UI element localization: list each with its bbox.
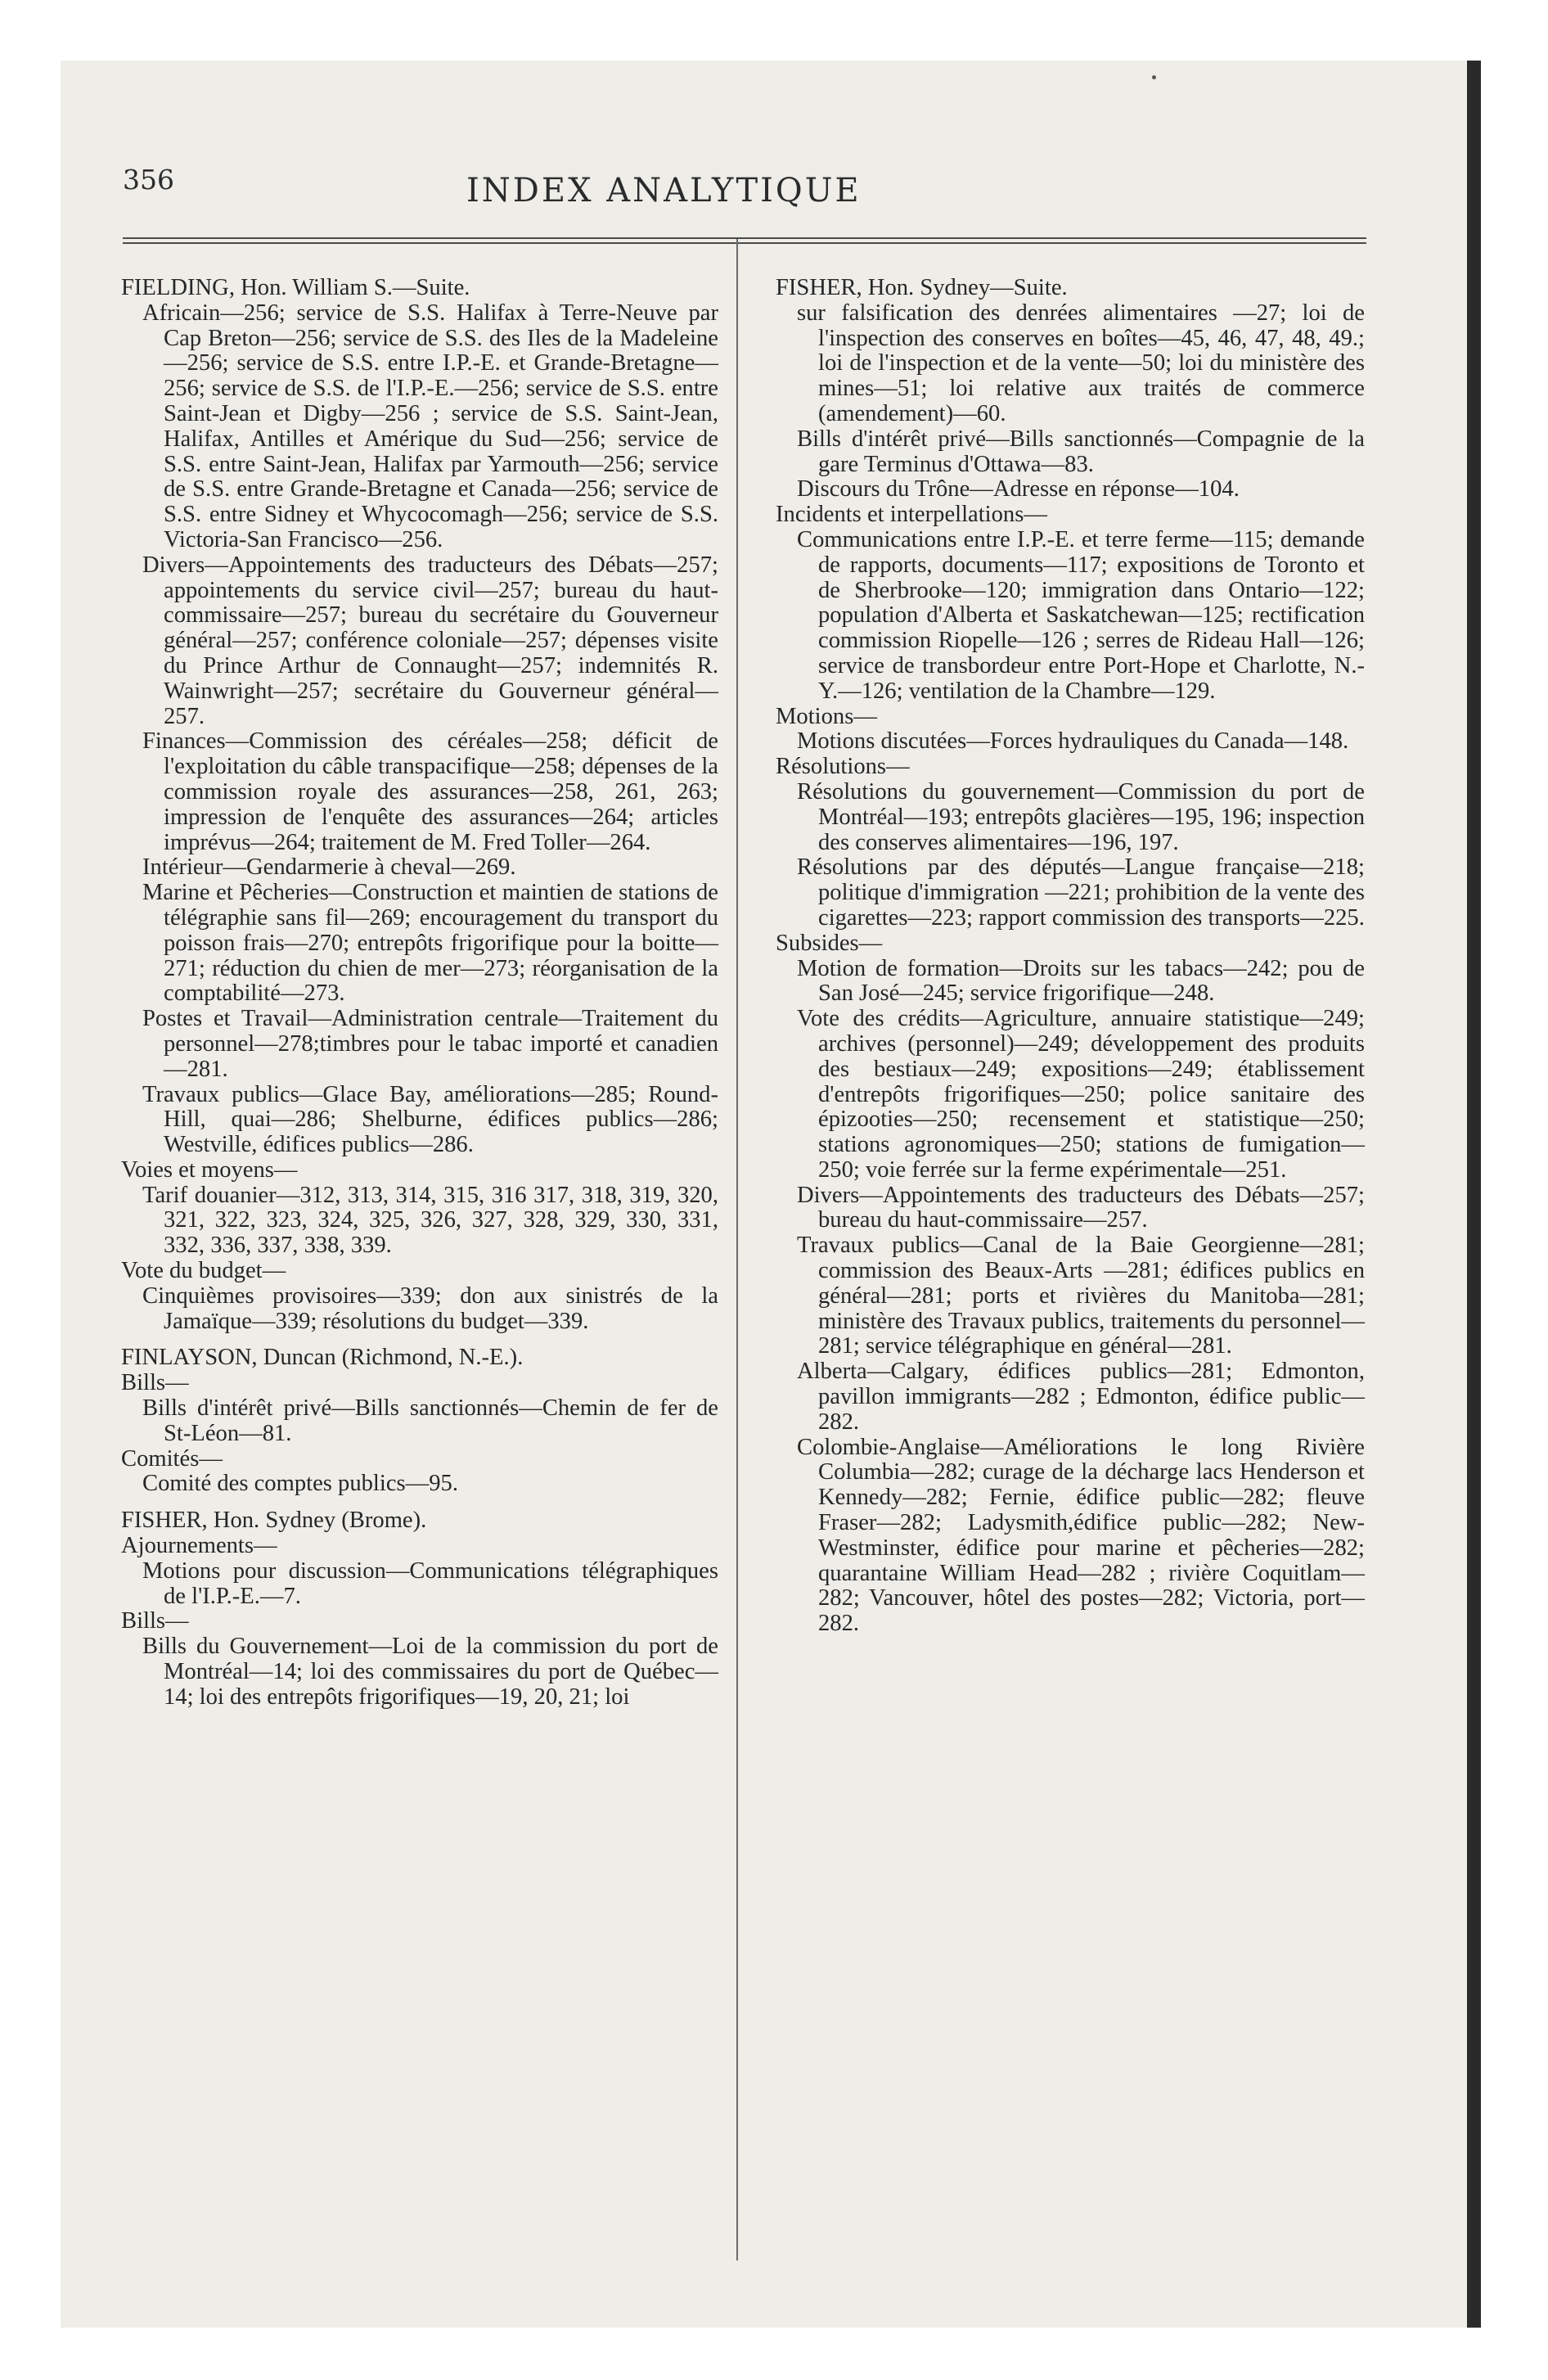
index-heading: FIELDING, Hon. William S.—Suite. (121, 275, 470, 300)
left-column (121, 276, 718, 1711)
index-entry: Cinquièmes provisoires—339; don aux sinistrés de la Jamaïque—339; résolutions du budget—339. (142, 1282, 718, 1334)
index-entry: Africain—256; service de S.S. Halifax à Terre-Neuve par Cap Breton—256; service de S.S. des Iles de la Madeleine —256; service de S.S. entre I.P.-E. et Grande-Bretagne—256; service de S.S. de l'I.P.-E.—256; service de S.S. entre Saint-Jean et Digby—256 ; service de S.S. Saint-Jean, Halifax, Antilles et Amérique du Sud—256; service de S.S. entre Saint-Jean, Halifax par Yarmouth—256; service de S.S. entre Grande-Bretagne et Canada—256; service de S.S. entre Sidney et Whycocomagh—256; service de S.S. Victoria-San Francisco—256. (142, 300, 718, 552)
index-entry: Divers—Appointements des traducteurs des Débats—257; appointements du service civil—257; bureau du haut-commissaire—257; bureau du secrétaire du Gouverneur général—257; conférence coloniale—257; dépenses visite du Prince Arthur de Connaught—257; indemnités R. Wainwright—257; secrétaire du Gouverneur général—257. (142, 552, 718, 729)
index-subheading: Comités— (121, 1445, 223, 1472)
right-column (776, 276, 1365, 1637)
index-subheading: Motions— (776, 703, 877, 729)
index-entry: Travaux publics—Canal de la Baie Georgienne—281; commission des Beaux-Arts —281; édifices publics en général—281; ports et rivières du Manitoba—281; ministère des Travaux publics, traitements du personnel—281; service télégraphique en général—281. (797, 1233, 1365, 1359)
index-entry: Bills d'intérêt privé—Bills sanctionnés—Compagnie de la gare Terminus d'Ottawa—83. (797, 426, 1365, 477)
index-entry: Alberta—Calgary, édifices publics—281; Edmonton, pavillon immigrants—282 ; Edmonton, édifice public—282. (797, 1359, 1365, 1435)
page-number: 356 (123, 164, 174, 196)
index-entry: Finances—Commission des céréales—258; déficit de l'exploitation du câble transpacifique—258; dépenses de la commission royale des assurances—258, 261, 263; impression de l'enquête des assurances—264; articles imprévus—264; traitement de M. Fred Toller—264. (142, 728, 718, 855)
index-entry: Intérieur—Gendarmerie à cheval—269. (142, 854, 516, 881)
index-entry: Discours du Trône—Adresse en réponse—104. (797, 476, 1240, 503)
index-entry: Postes et Travail—Administration centrale—Traitement du personnel—278;timbres pour le tabac importé et canadien —281. (142, 1006, 718, 1082)
page-title: INDEX ANALYTIQUE (466, 172, 862, 210)
entry-spacer (121, 1334, 718, 1346)
index-entry: Marine et Pêcheries—Construction et maintien de stations de télégraphie sans fil—269; encouragement du transport du poisson frais—270; entrepôts frigorifique pour la boitte—271; réduction du chien de mer—273; réorganisation de la comptabilité—273. (142, 880, 718, 1007)
index-entry: Travaux publics—Glace Bay, améliorations—285; Round-Hill, quai—286; Shelburne, édifices publics—286; Westville, édifices publics—286. (142, 1081, 718, 1158)
index-entry: Résolutions par des députés—Langue française—218; politique d'immigration —221; prohibition de la vente des cigarettes—223; rapport commission des transports—225. (797, 854, 1365, 931)
index-subheading: Résolutions— (776, 754, 910, 780)
index-entry: Tarif douanier—312, 313, 314, 315, 316 317, 318, 319, 320, 321, 322, 323, 324, 325, 326, 327, 328, 329, 330, 331, 332, 336, 337, 338, 339. (142, 1182, 718, 1259)
index-subheading: Bills— (121, 1608, 189, 1634)
index-entry: Colombie-Anglaise—Améliorations le long Rivière Columbia—282; curage de la décharge lacs Henderson et Kennedy—282; Fernie, édifice public—282; fleuve Fraser—282; Ladysmith,édifice public—282; New-Westminster, édifice pour marine et pêcheries—282; quarantaine William Head—282 ; rivière Coquitlam—282; Vancouver, hôtel des postes—282; Victoria, port—282. (797, 1434, 1365, 1637)
index-subheading: Subsides— (776, 930, 883, 956)
index-entry: Bills d'intérêt privé—Bills sanctionnés—Chemin de fer de St-Léon—81. (142, 1395, 718, 1446)
index-subheading: Voies et moyens— (121, 1156, 298, 1183)
index-heading: FINLAYSON, Duncan (Richmond, N.-E.). (121, 1345, 524, 1371)
index-subheading: Bills— (121, 1370, 189, 1396)
index-entry: Divers—Appointements des traducteurs des Débats—257; bureau du haut-commissaire—257. (797, 1182, 1365, 1233)
index-entry: Résolutions du gouvernement—Commission du port de Montréal—193; entrepôts glacières—195, 196; inspection des conserves alimentaires—196, 197. (797, 778, 1365, 855)
index-entry: Motions pour discussion—Communications télégraphiques de l'I.P.-E.—7. (142, 1557, 718, 1609)
scan-speck (1152, 75, 1156, 79)
index-entry: sur falsification des denrées alimentaires —27; loi de l'inspection des conserves en boîtes—45, 46, 47, 48, 49.; loi de l'inspection et de la vente—50; loi du ministère des mines—51; loi relative aux traités de commerce (amendement)—60. (797, 300, 1365, 426)
index-subheading: Vote du budget— (121, 1258, 286, 1284)
column-divider (736, 239, 738, 2261)
index-subheading: Ajournements— (121, 1533, 277, 1559)
index-entry: Comité des comptes publics—95. (142, 1471, 458, 1497)
index-heading: FISHER, Hon. Sydney (Brome). (121, 1508, 427, 1534)
index-subheading: Incidents et interpellations— (776, 502, 1047, 528)
index-entry: Vote des crédits—Agriculture, annuaire statistique—249; archives (personnel)—249; développement des produits des bestiaux—249; expositions—249; établissement d'entrepôts frigorifiques—250; police sanitaire des épizooties—250; recensement et statistique—250; stations agronomiques—250; stations de fumigation—250; voie ferrée sur la ferme expérimentale—251. (797, 1006, 1365, 1183)
index-entry: Communications entre I.P.-E. et terre ferme—115; demande de rapports, documents—117; expositions de Toronto et de Sherbrooke—120; immigration dans Ontario—122; population d'Alberta et Saskatchewan—125; rectification commission Riopelle—126 ; serres de Rideau Hall—126; service de transbordeur entre Port-Hope et Charlotte, N.-Y.—126; ventilation de la Chambre—129. (797, 526, 1365, 704)
index-entry: Motions discutées—Forces hydrauliques du Canada—148. (797, 728, 1349, 755)
header-rule-top (123, 237, 1366, 239)
page-header (123, 164, 1366, 213)
scan-edge-bar (1467, 61, 1481, 2328)
index-heading: FISHER, Hon. Sydney—Suite. (776, 275, 1068, 300)
index-entry: Motion de formation—Droits sur les tabacs—242; pou de San José—245; service frigorifique—248. (797, 955, 1365, 1007)
entry-spacer (121, 1497, 718, 1508)
index-entry: Bills du Gouvernement—Loi de la commission du port de Montréal—14; loi des commissaires du port de Québec—14; loi des entrepôts frigorifiques—19, 20, 21; loi (142, 1634, 718, 1710)
header-rule-bottom (123, 242, 1366, 244)
